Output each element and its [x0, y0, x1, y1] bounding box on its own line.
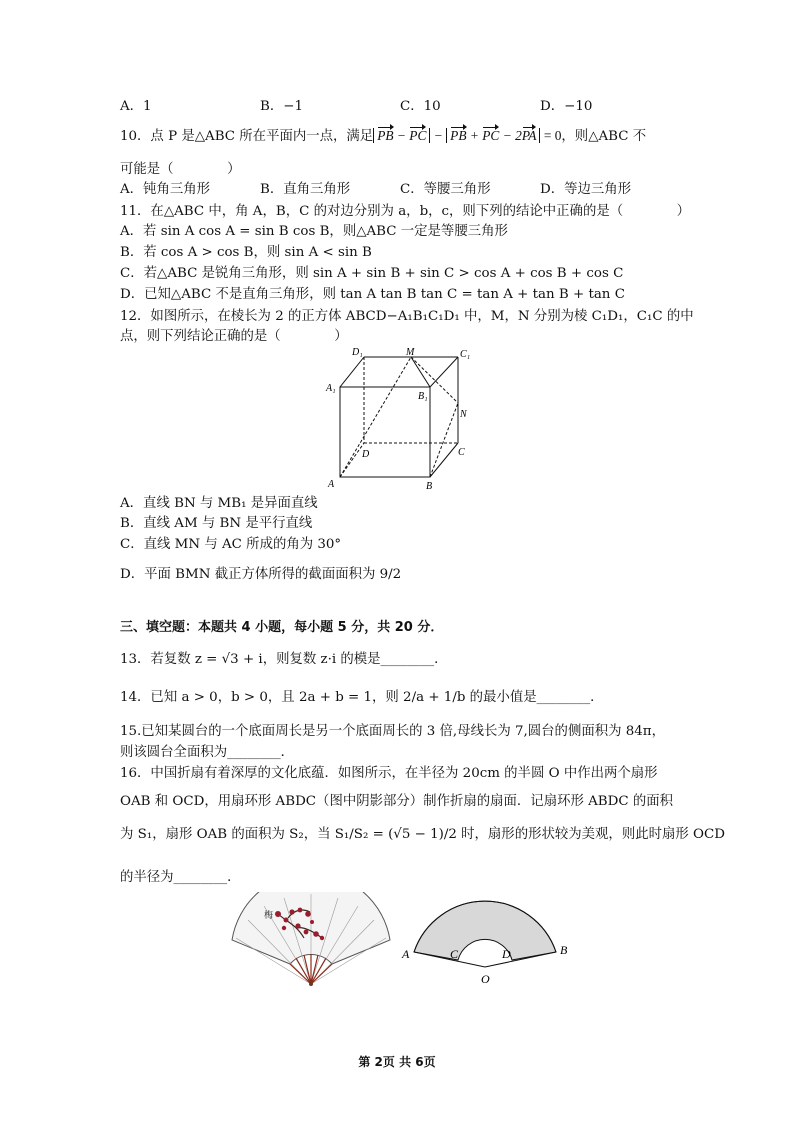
- fan-label-b: B: [560, 943, 568, 957]
- label-n: N: [460, 409, 467, 420]
- q12-line1: 12．如图所示，在棱长为 2 的正方体 ABCD−A₁B₁C₁D₁ 中，M，N 分别为棱 C₁D₁，C₁C 的中: [120, 309, 694, 324]
- q9-option-b: B．−1: [260, 99, 303, 114]
- q10-option-a: A．钝角三角形: [120, 182, 211, 197]
- label-m: M: [406, 347, 415, 358]
- q14: 14．已知 a > 0，b > 0，且 2a + b = 1，则 2/a + 1/b 的最小值是________．: [120, 690, 604, 705]
- q11-option-b: B．若 cos A > cos B，则 sin A < sin B: [120, 245, 372, 260]
- q10-prefix: 10．点 P 是△ABC 所在平面内一点，满足: [120, 129, 374, 144]
- q12-option-d: D．平面 BMN 截正方体所得的截面面积为 9/2: [120, 567, 402, 582]
- q11-stem: 11．在△ABC 中，角 A，B，C 的对边分别为 a，b，c，则下列的结论中正确的是（ ）: [120, 204, 691, 219]
- q10-stem: [120, 126, 646, 147]
- fan-calligraphy: 梅: [264, 911, 274, 921]
- q15-line1: 15.已知某圆台的一个底面周长是另一个底面周长的 3 倍,母线长为 7,圆台的侧面积为 84π，: [120, 724, 665, 739]
- label-d: D: [362, 449, 370, 460]
- q11-option-d: D．已知△ABC 不是直角三角形，则 tan A tan B tan C = tan A + tan B + tan C: [120, 287, 625, 302]
- q16-line1: 16．中国折扇有着深厚的文化底蕴．如图所示，在半径为 20cm 的半圆 O 中作出两个扇形: [120, 766, 658, 781]
- label-a1: A₁: [326, 383, 336, 394]
- fan-label-d: D: [502, 947, 511, 961]
- q12-option-c: C．直线 MN 与 AC 所成的角为 30°: [120, 537, 342, 552]
- q10-condition: PB − PC − PB + PC − 2PA = 0: [373, 128, 561, 143]
- q9-option-c: C．10: [400, 99, 441, 114]
- fan-label-c: C: [450, 947, 459, 961]
- page-footer: 第 2页 共 6页: [358, 1055, 436, 1069]
- label-c: C: [458, 447, 465, 458]
- q15-line2: 则该圆台全面积为________．: [120, 745, 295, 760]
- q16-line4: 的半径为________．: [120, 870, 241, 885]
- q13: 13．若复数 z = √3 + i，则复数 z·i 的模是________．: [120, 652, 448, 667]
- q10-option-b: B．直角三角形: [260, 182, 351, 197]
- fan-label-a: A: [402, 947, 410, 961]
- cube-diagram: [322, 345, 472, 495]
- label-b: B: [426, 481, 433, 492]
- q16-line3: 为 S₁，扇形 OAB 的面积为 S₂，当 S₁/S₂ = (√5 − 1)/2 时，扇形的形状较为美观，则此时扇形 OCD: [120, 827, 725, 842]
- q10-option-d: D．等边三角形: [540, 182, 632, 197]
- label-c1: C₁: [460, 349, 471, 360]
- label-a: A: [328, 479, 335, 490]
- q9-option-d: D．−10: [540, 99, 593, 114]
- folding-fan-illustration: [226, 892, 396, 992]
- section-3-heading: 三、填空题：本题共 4 小题，每小题 5 分，共 20 分．: [120, 620, 444, 635]
- q16-line2: OAB 和 OCD，用扇环形 ABDC（图中阴影部分）制作折扇的扇面．记扇环形 ABDC 的面积: [120, 794, 674, 809]
- q10-suffix: ，则△ABC 不: [561, 129, 647, 144]
- q12-line2: 点，则下列结论正确的是（ ）: [120, 329, 348, 344]
- q12-option-b: B．直线 AM 与 BN 是平行直线: [120, 516, 313, 531]
- q10-line2: 可能是（ ）: [120, 162, 241, 177]
- q9-option-a: A．1: [120, 99, 152, 114]
- q11-option-a: A．若 sin A cos A = sin B cos B，则△ABC 一定是等腰三角形: [120, 224, 508, 239]
- q10-option-c: C．等腰三角形: [400, 182, 491, 197]
- fan-label-o: O: [481, 972, 490, 986]
- label-d1: D₁: [352, 347, 363, 358]
- q12-option-a: A．直线 BN 与 MB₁ 是异面直线: [120, 496, 318, 511]
- fan-diagram: [400, 892, 575, 992]
- label-b1: B₁: [418, 391, 428, 402]
- q11-option-c: C．若△ABC 是锐角三角形，则 sin A + sin B + sin C > cos A + cos B + cos C: [120, 266, 624, 281]
